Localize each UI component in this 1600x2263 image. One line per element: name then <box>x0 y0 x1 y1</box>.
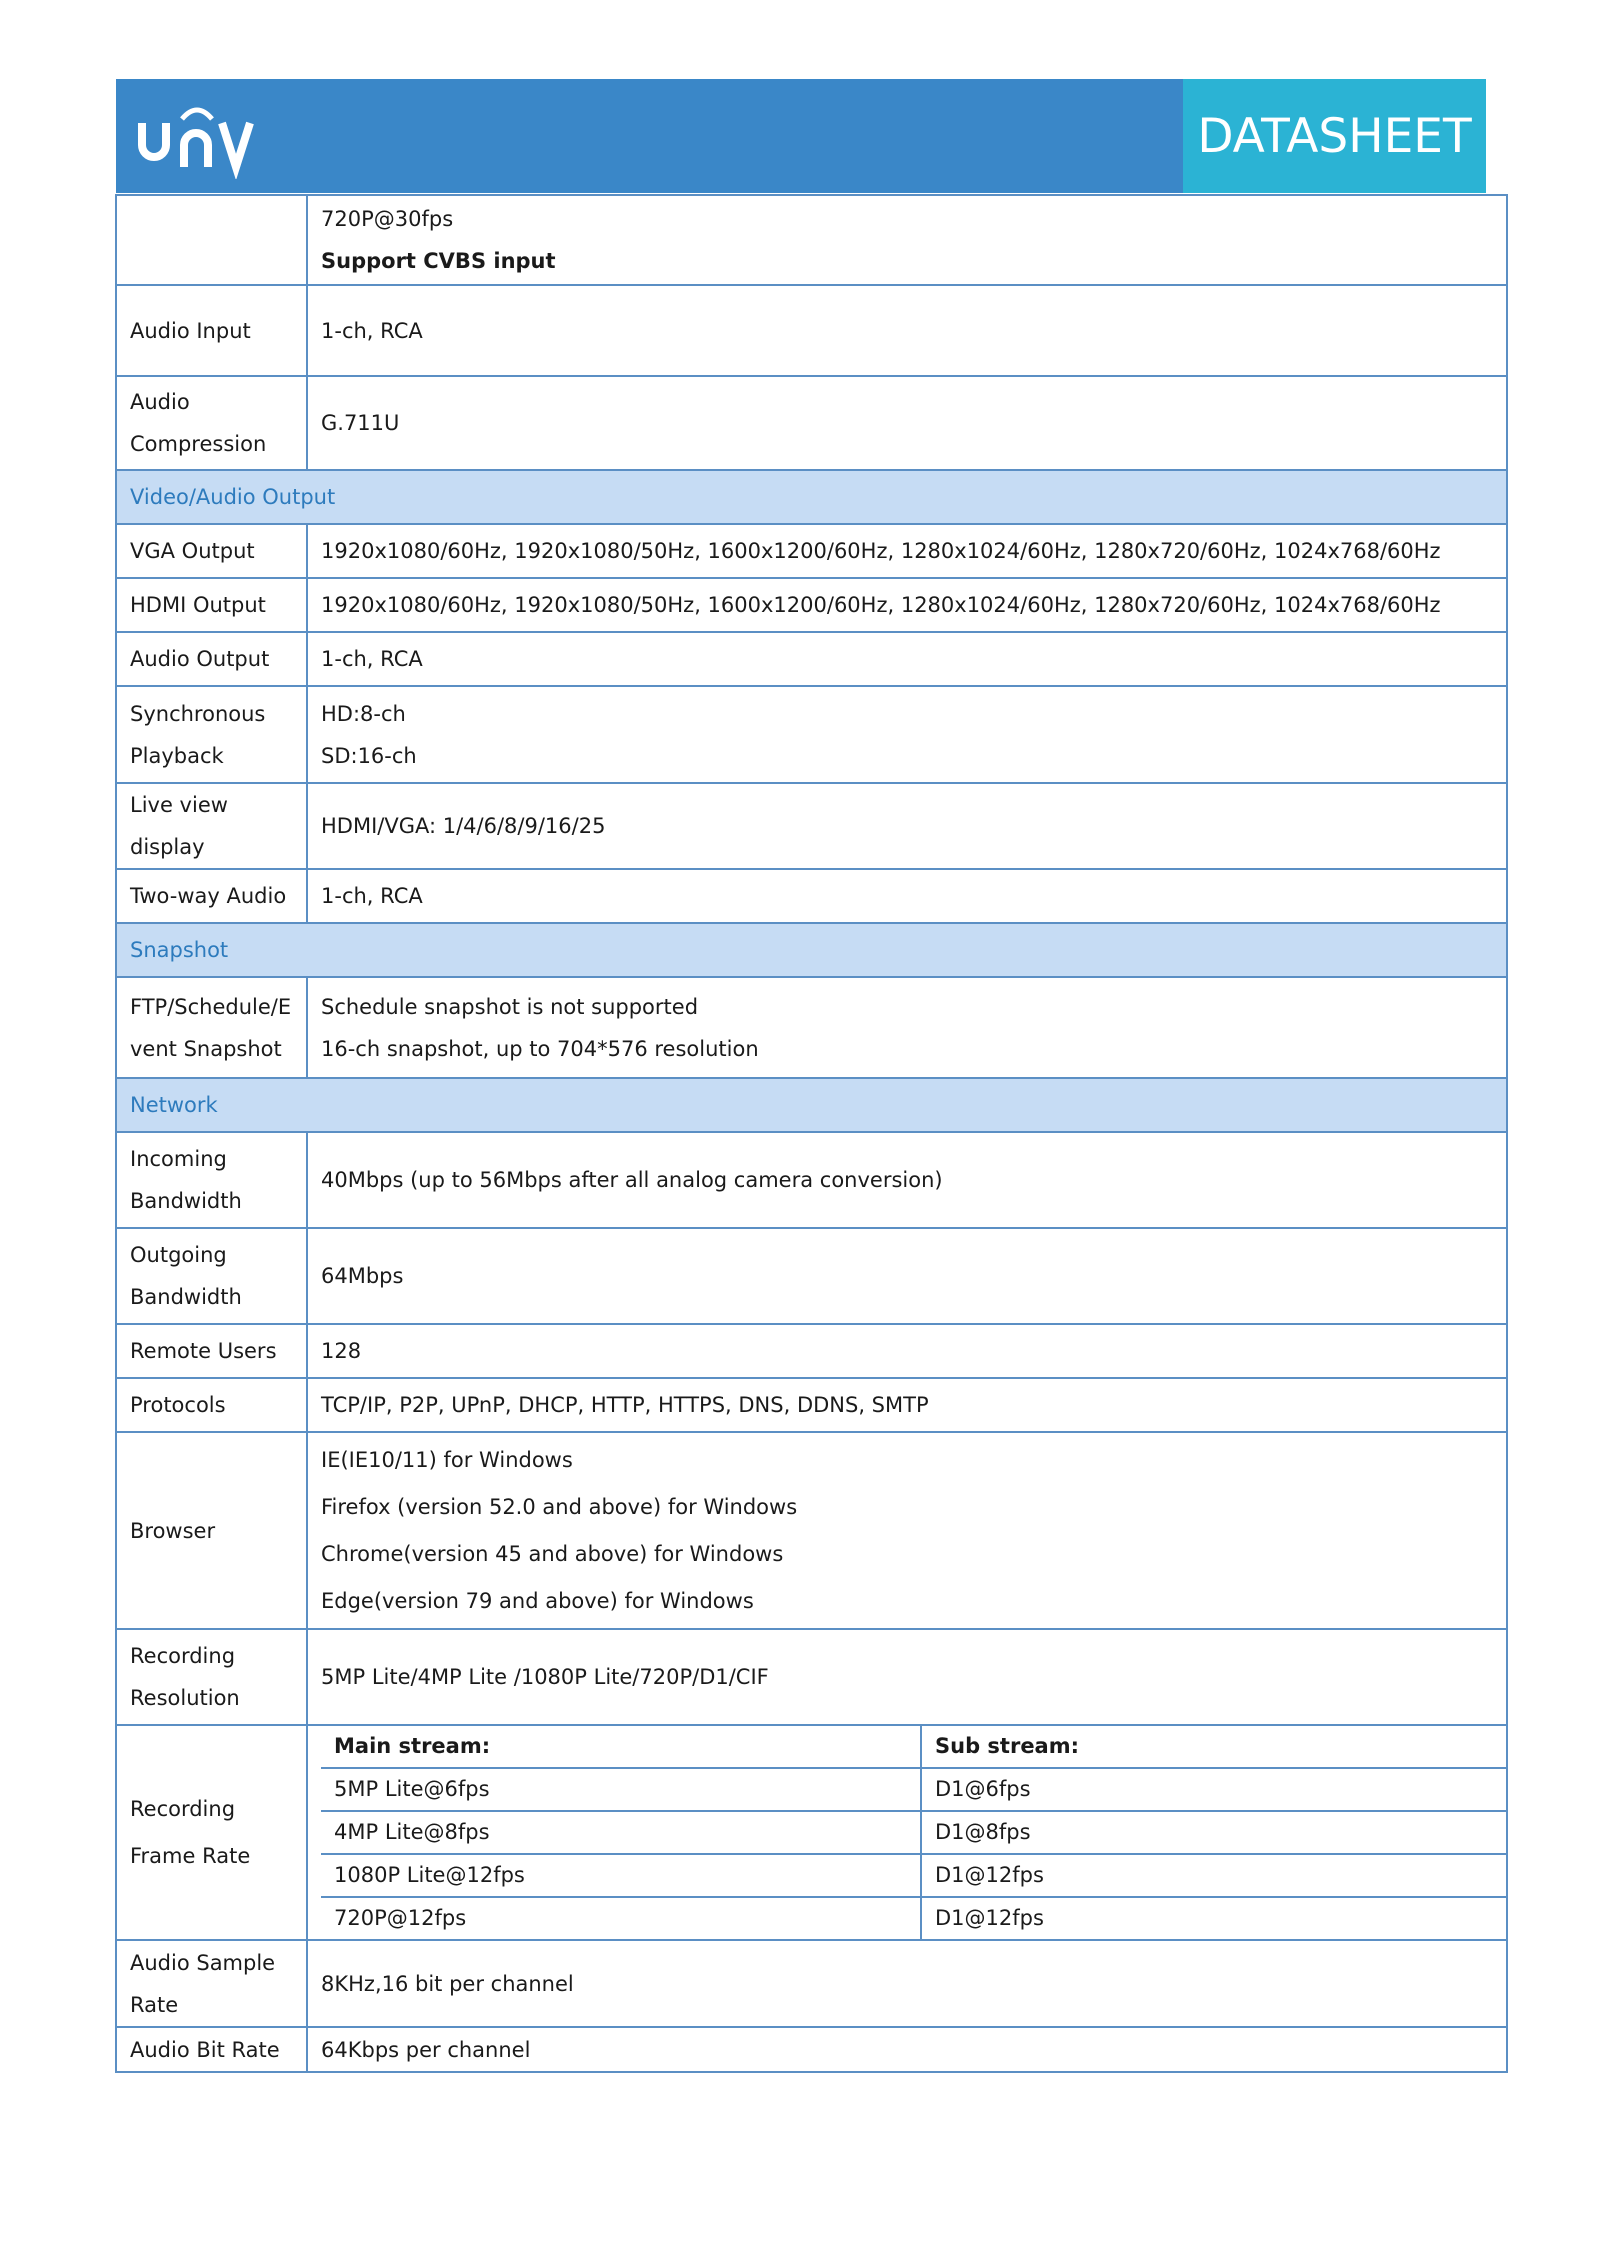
section-header-row <box>116 923 1507 977</box>
row-label: Outgoing <box>130 1243 227 1267</box>
table-row <box>116 1228 1507 1324</box>
row-label: Audio Input <box>116 285 307 376</box>
value-line: IE(IE10/11) for Windows <box>321 1447 573 1472</box>
table-row <box>116 285 1507 376</box>
row-label: Live view <box>130 793 228 817</box>
value-line: SD:16-ch <box>321 743 417 768</box>
datasheet-header <box>116 79 1486 193</box>
main-stream-cell: 1080P Lite@12fps <box>321 1854 921 1897</box>
row-value: 1-ch, RCA <box>307 285 1507 376</box>
main-stream-cell: 5MP Lite@6fps <box>321 1768 921 1811</box>
row-value: 5MP Lite/4MP Lite /1080P Lite/720P/D1/CIF <box>307 1629 1507 1725</box>
row-value: 1-ch, RCA <box>307 869 1507 923</box>
row-value: 8KHz,16 bit per channel <box>307 1940 1507 2027</box>
row-value: HDMI/VGA: 1/4/6/8/9/16/25 <box>307 783 1507 869</box>
row-label: Compression <box>130 432 267 456</box>
row-label: Rate <box>130 1992 179 2017</box>
row-label: Playback <box>130 743 224 768</box>
table-row <box>116 1940 1507 2027</box>
table-row <box>116 376 1507 470</box>
row-label: FTP/Schedule/E <box>130 994 292 1019</box>
section-title: Snapshot <box>116 923 1507 977</box>
row-value: G.711U <box>307 376 1507 470</box>
row-label: vent Snapshot <box>130 1036 282 1061</box>
row-label: Audio Sample <box>130 1950 276 1975</box>
table-row <box>116 1324 1507 1378</box>
table-row <box>116 578 1507 632</box>
value-line: 720P@30fps <box>321 207 454 231</box>
row-label: Recording <box>130 1796 236 1821</box>
table-row <box>116 869 1507 923</box>
table-row <box>116 1432 1507 1629</box>
table-row <box>116 1629 1507 1725</box>
row-label: Recording <box>130 1644 236 1668</box>
table-row <box>116 195 1507 285</box>
row-value: 40Mbps (up to 56Mbps after all analog camera conversion) <box>307 1132 1507 1228</box>
table-row <box>116 686 1507 783</box>
row-label: display <box>130 835 205 859</box>
row-label: Synchronous <box>130 701 266 726</box>
row-value: TCP/IP, P2P, UPnP, DHCP, HTTP, HTTPS, DNS, DDNS, SMTP <box>307 1378 1507 1432</box>
table-row <box>116 524 1507 578</box>
subtable-row <box>321 1811 1506 1854</box>
sub-stream-cell: D1@12fps <box>921 1854 1506 1897</box>
table-row <box>116 1378 1507 1432</box>
value-line: 16-ch snapshot, up to 704*576 resolution <box>321 1036 759 1061</box>
row-value: 64Mbps <box>307 1228 1507 1324</box>
unv-logo <box>134 99 274 179</box>
row-label: Two-way Audio <box>116 869 307 923</box>
value-line: Chrome(version 45 and above) for Windows <box>321 1541 784 1566</box>
value-line: Firefox (version 52.0 and above) for Windows <box>321 1494 798 1519</box>
value-line: HD:8-ch <box>321 701 406 726</box>
row-label: Audio Bit Rate <box>116 2027 307 2072</box>
value-line: Support CVBS input <box>321 249 556 273</box>
subtable-row <box>321 1897 1506 1939</box>
frame-rate-subtable <box>321 1726 1506 1939</box>
value-line: Schedule snapshot is not supported <box>321 994 699 1019</box>
row-label: Frame Rate <box>130 1843 251 1868</box>
spec-table <box>115 194 1508 2073</box>
sub-stream-header: Sub stream: <box>921 1726 1506 1768</box>
main-stream-cell: 720P@12fps <box>321 1897 921 1939</box>
row-label: HDMI Output <box>116 578 307 632</box>
table-row <box>116 1725 1507 1940</box>
row-value: 1920x1080/60Hz, 1920x1080/50Hz, 1600x1200/60Hz, 1280x1024/60Hz, 1280x720/60Hz, 1024x768/60Hz <box>307 524 1507 578</box>
section-header-row <box>116 470 1507 524</box>
row-label: Resolution <box>130 1686 240 1710</box>
row-value: 1920x1080/60Hz, 1920x1080/50Hz, 1600x1200/60Hz, 1280x1024/60Hz, 1280x720/60Hz, 1024x768/60Hz <box>307 578 1507 632</box>
value-line: Edge(version 79 and above) for Windows <box>321 1588 754 1613</box>
sub-stream-cell: D1@12fps <box>935 1906 1044 1930</box>
datasheet-badge: DATASHEET <box>1183 79 1486 193</box>
section-header-row <box>116 1078 1507 1132</box>
table-row <box>116 1132 1507 1228</box>
sub-stream-cell: D1@8fps <box>921 1811 1506 1854</box>
row-label: Audio <box>130 390 190 414</box>
row-label: Incoming <box>130 1147 227 1171</box>
subtable-row <box>321 1854 1506 1897</box>
row-label: Protocols <box>116 1378 307 1432</box>
row-label: Remote Users <box>116 1324 307 1378</box>
row-value: 64Kbps per channel <box>307 2027 1507 2072</box>
table-row <box>116 2027 1507 2072</box>
main-stream-cell: 4MP Lite@8fps <box>321 1811 921 1854</box>
subtable-row <box>321 1768 1506 1811</box>
table-row <box>116 783 1507 869</box>
sub-stream-cell: D1@6fps <box>921 1768 1506 1811</box>
table-row <box>116 632 1507 686</box>
row-label: Bandwidth <box>130 1285 242 1309</box>
row-label: VGA Output <box>116 524 307 578</box>
main-stream-header: Main stream: <box>321 1726 921 1768</box>
section-title: Video/Audio Output <box>116 470 1507 524</box>
row-label: Audio Output <box>116 632 307 686</box>
row-value: 1-ch, RCA <box>307 632 1507 686</box>
row-label: Browser <box>116 1432 307 1629</box>
subtable-header-row <box>321 1726 1506 1768</box>
table-row <box>116 977 1507 1078</box>
section-title: Network <box>116 1078 1507 1132</box>
row-value: 128 <box>307 1324 1507 1378</box>
row-label: Bandwidth <box>130 1189 242 1213</box>
